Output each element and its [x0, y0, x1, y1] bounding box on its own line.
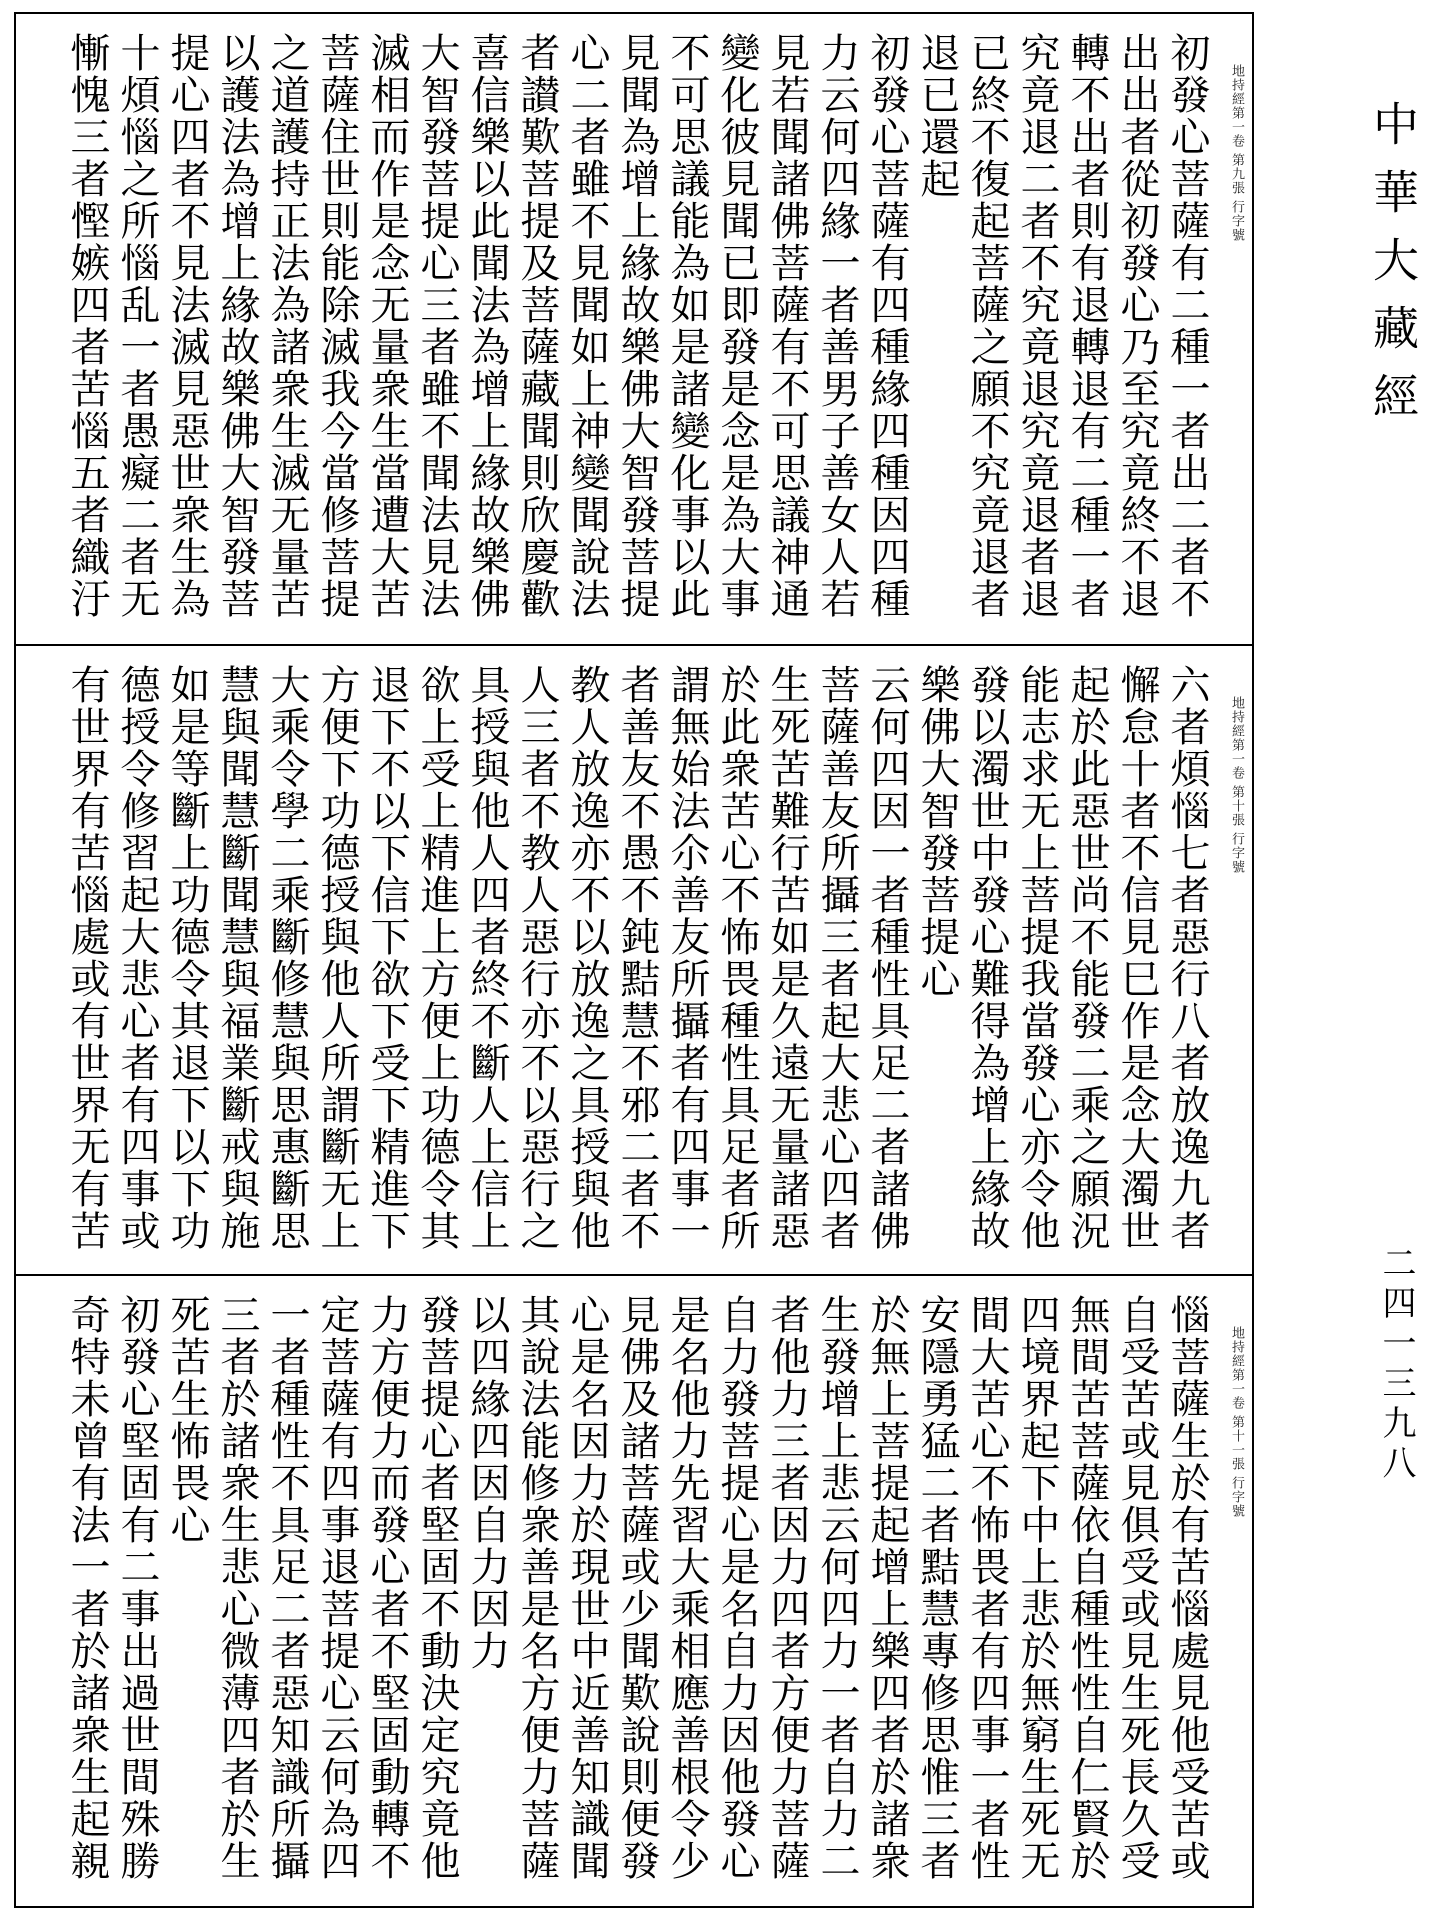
text-column: 生發增上悲云何四力一者自力二 [814, 1294, 860, 1882]
text-column: 之道護持正法為諸衆生滅无量苦 [264, 32, 310, 620]
text-column: 德授令修習起大悲心者有四事或 [114, 664, 160, 1252]
text-column: 四境界起下中上悲於無窮生死无 [1014, 1294, 1060, 1882]
text-column: 以護法為增上緣故樂佛大智發菩 [214, 32, 260, 620]
text-panel-top [16, 14, 1252, 642]
series-title: 中華大藏經 [1366, 100, 1420, 440]
text-column: 自受苦或見俱受或見生死長久受 [1114, 1294, 1160, 1882]
text-column: 力方便力而發心者不堅固動轉不 [364, 1294, 410, 1882]
text-panel-bottom [16, 1274, 1252, 1910]
text-column: 發以濁世中發心難得為增上緣故 [964, 664, 1010, 1252]
text-column: 生死苦難行苦如是久遠无量諸惡 [764, 664, 810, 1252]
column-group [62, 664, 1212, 1256]
text-column: 定菩薩有四事退菩提心云何為四 [314, 1294, 360, 1882]
text-column: 變化彼見聞已即發是念是為大事 [714, 32, 760, 620]
text-column: 安隱勇猛二者黠慧專修思惟三者 [914, 1294, 960, 1882]
text-column: 見若聞諸佛菩薩有不可思議神通 [764, 32, 810, 620]
text-column: 初發心菩薩有二種一者出二者不 [1164, 32, 1210, 620]
text-column: 欲上受上精進上方便上功德令其 [414, 664, 460, 1252]
margin-note: 地持經第一卷 第十張 行字號 [1229, 696, 1244, 875]
text-column: 慧與聞慧斷聞慧與福業斷戒與施 [214, 664, 260, 1252]
page-number: 二四一三九八 [1376, 1245, 1416, 1485]
text-column: 喜信樂以此聞法為增上緣故樂佛 [464, 32, 510, 620]
text-column: 死苦生怖畏心 [164, 1294, 210, 1546]
margin-note: 地持經第一卷 第十一張 行字號 [1229, 1326, 1244, 1519]
text-column: 退已還起 [914, 32, 960, 200]
text-column: 心是名因力於現世中近善知識聞 [564, 1294, 610, 1882]
text-column: 人三者不教人惡行亦不以惡行之 [514, 664, 560, 1252]
text-column: 懈怠十者不信見巳作是念大濁世 [1114, 664, 1160, 1252]
text-column: 以四緣四因自力因力 [464, 1294, 510, 1672]
text-column: 已終不復起菩薩之願不究竟退者 [964, 32, 1010, 620]
text-column: 初發心菩薩有四種緣四種因四種 [864, 32, 910, 620]
text-column: 大乘令學二乘斷修慧與思惠斷思 [264, 664, 310, 1252]
text-column: 不可思議能為如是諸變化事以此 [664, 32, 710, 620]
text-column: 退下不以下信下欲下受下精進下 [364, 664, 410, 1252]
text-column: 其說法能修衆善是名方便力菩薩 [514, 1294, 560, 1882]
sutra-page-frame [14, 12, 1254, 1908]
column-group [62, 1294, 1212, 1892]
text-column: 一者種性不具足二者惡知識所攝 [264, 1294, 310, 1882]
text-column: 起於此惡世尚不能發二乘之願況 [1064, 664, 1110, 1252]
margin-note: 地持經第一卷 第九張 行字號 [1229, 64, 1244, 243]
text-column: 如是等斷上功德令其退下以下功 [164, 664, 210, 1252]
text-column: 菩薩住世則能除滅我今當修菩提 [314, 32, 360, 620]
text-column: 見佛及諸菩薩或少聞歎說則便發 [614, 1294, 660, 1882]
text-column: 謂無始法尒善友所攝者有四事一 [664, 664, 710, 1252]
text-column: 菩薩善友所攝三者起大悲心四者 [814, 664, 860, 1252]
text-column: 提心四者不見法滅見惡世衆生為 [164, 32, 210, 620]
text-panel-middle [16, 644, 1252, 1274]
text-column: 慚愧三者慳嫉四者苦惱五者織汙 [64, 32, 110, 620]
text-column: 六者煩惱七者惡行八者放逸九者 [1164, 664, 1210, 1252]
text-column: 轉不出者則有退轉退有二種一者 [1064, 32, 1110, 620]
text-column: 滅相而作是念无量衆生當遭大苦 [364, 32, 410, 620]
text-column: 於無上菩提起增上樂四者於諸衆 [864, 1294, 910, 1882]
text-column: 樂佛大智發菩提心 [914, 664, 960, 1000]
text-column: 奇特未曾有法一者於諸衆生起親 [64, 1294, 110, 1882]
text-column: 十煩惱之所惱乱一者愚癡二者无 [114, 32, 160, 620]
text-column: 發菩提心者堅固不動決定究竟他 [414, 1294, 460, 1882]
text-column: 者讃歎菩提及菩薩藏聞則欣慶歡 [514, 32, 560, 620]
text-column: 力云何四緣一者善男子善女人若 [814, 32, 860, 620]
text-column: 間大苦心不怖畏者有四事一者性 [964, 1294, 1010, 1882]
text-column: 云何四因一者種性具足二者諸佛 [864, 664, 910, 1252]
column-group [62, 32, 1212, 624]
text-column: 方便下功德授與他人所謂斷无上 [314, 664, 360, 1252]
text-column: 自力發菩提心是名自力因他發心 [714, 1294, 760, 1882]
text-column: 出出者從初發心乃至究竟終不退 [1114, 32, 1160, 620]
text-column: 初發心堅固有二事出過世間殊勝 [114, 1294, 160, 1882]
text-column: 無間苦菩薩依自種性性自仁賢於 [1064, 1294, 1110, 1882]
text-column: 者善友不愚不鈍黠慧不邪二者不 [614, 664, 660, 1252]
text-column: 有世界有苦惱處或有世界无有苦 [64, 664, 110, 1252]
text-column: 三者於諸衆生悲心微薄四者於生 [214, 1294, 260, 1882]
text-column: 心二者雖不見聞如上神變聞說法 [564, 32, 610, 620]
text-column: 是名他力先習大乘相應善根令少 [664, 1294, 710, 1882]
text-column: 惱菩薩生於有苦惱處見他受苦或 [1164, 1294, 1210, 1882]
text-column: 究竟退二者不究竟退究竟退者退 [1014, 32, 1060, 620]
text-column: 教人放逸亦不以放逸之具授與他 [564, 664, 610, 1252]
text-column: 者他力三者因力四者方便力菩薩 [764, 1294, 810, 1882]
text-column: 見聞為增上緣故樂佛大智發菩提 [614, 32, 660, 620]
text-column: 於此衆苦心不怖畏種性具足者所 [714, 664, 760, 1252]
text-column: 大智發菩提心三者雖不聞法見法 [414, 32, 460, 620]
text-column: 具授與他人四者終不斷人上信上 [464, 664, 510, 1252]
text-column: 能志求无上菩提我當發心亦令他 [1014, 664, 1060, 1252]
